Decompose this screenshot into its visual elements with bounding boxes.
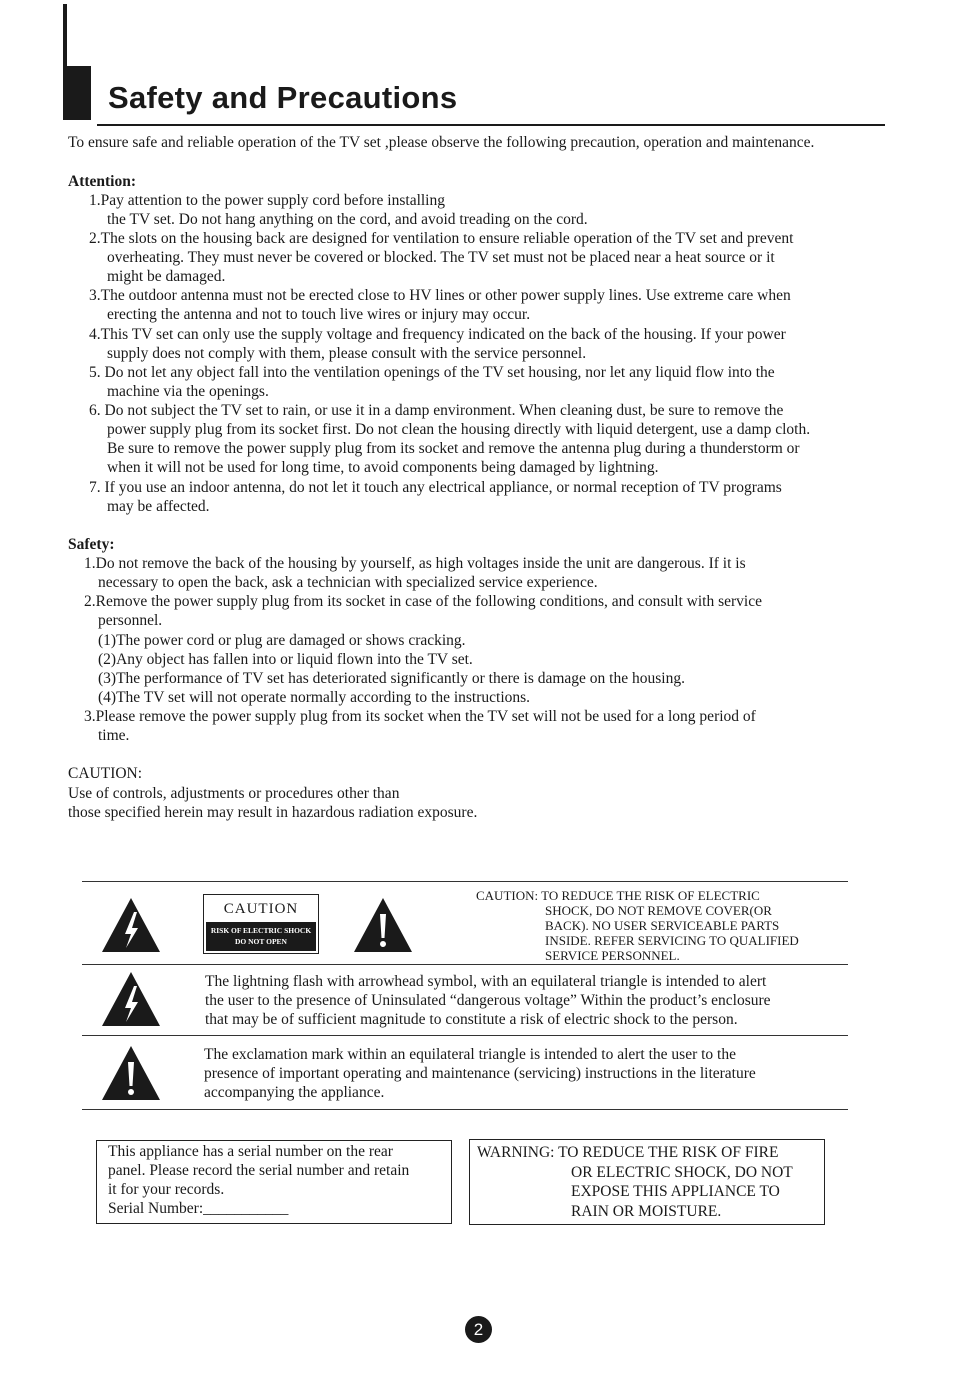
caution-label-word: CAUTION	[223, 901, 299, 917]
caution-label-strip	[206, 922, 316, 951]
attention-line: 1.Pay attention to the power supply cord before installing	[89, 192, 445, 209]
title-underline	[97, 124, 885, 126]
attention-line: erecting the antenna and not to touch live wires or injury may occur.	[107, 306, 531, 323]
attention-line: overheating. They must never be covered or blocked. The TV set must not be placed near a heat source or it	[107, 249, 775, 266]
attention-line: machine via the openings.	[107, 383, 269, 400]
symbol-caution-line: SERVICE PERSONNEL.	[545, 948, 680, 963]
attention-line: supply does not comply with them, please consult with the service personnel.	[107, 345, 587, 362]
attention-line: 3.The outdoor antenna must not be erected close to HV lines or other power supply lines. Use extreme care when	[89, 287, 791, 304]
safety-line: (1)The power cord or plug are damaged or shows cracking.	[98, 632, 466, 649]
caution-heading: CAUTION:	[68, 765, 143, 782]
attention-line: power supply plug from its socket first. Do not clean the housing directly with liquid detergent, use a damp cloth.	[107, 421, 811, 438]
warning-line: RAIN OR MOISTURE.	[571, 1203, 722, 1220]
caution-label-strip-line: RISK OF ELECTRIC SHOCK	[210, 926, 312, 935]
symbols-row-rule	[82, 964, 848, 965]
attention-heading: Attention:	[68, 173, 137, 190]
exclamation-warning-icon	[352, 896, 414, 959]
serial-box-line: This appliance has a serial number on the rear	[108, 1143, 393, 1160]
symbol-caution-line: BACK). NO USER SERVICEABLE PARTS	[545, 918, 780, 933]
safety-line: (3)The performance of TV set has deteriorated significantly or there is damage on the housing.	[98, 670, 685, 687]
caution-line: those specified herein may result in hazardous radiation exposure.	[68, 804, 478, 821]
safety-line: 3.Please remove the power supply plug from its socket when the TV set will not be used for a long period of	[84, 708, 756, 725]
caution-label	[203, 894, 319, 954]
page-title: Safety and Precautions	[108, 80, 458, 115]
header-bar-block	[63, 66, 91, 120]
safety-line: time.	[98, 727, 130, 744]
symbol-caution-line: INSIDE. REFER SERVICING TO QUALIFIED	[545, 933, 799, 948]
caution-line: Use of controls, adjustments or procedures other than	[68, 785, 400, 802]
header-bar-thin	[63, 4, 67, 70]
safety-line: 2.Remove the power supply plug from its socket in case of the following conditions, and consult with service	[84, 593, 762, 610]
attention-line: Be sure to remove the power supply plug from its socket and remove the antenna plug during a thunderstorm or	[107, 440, 800, 457]
safety-line: personnel.	[98, 612, 163, 629]
attention-line: might be damaged.	[107, 268, 226, 285]
exclamation-description-line: accompanying the appliance.	[204, 1084, 385, 1101]
symbol-caution-line: CAUTION: TO REDUCE THE RISK OF ELECTRIC	[476, 888, 760, 903]
attention-line: 5. Do not let any object fall into the ventilation openings of the TV set housing, nor let any liquid flow into the	[89, 364, 775, 381]
attention-line: 2.The slots on the housing back are designed for ventilation to ensure reliable operation of the TV set and prevent	[89, 230, 794, 247]
lightning-warning-icon	[100, 970, 162, 1033]
exclamation-description-line: presence of important operating and maintenance (servicing) instructions in the literature	[204, 1065, 756, 1082]
attention-line: 4.This TV set can only use the supply voltage and frequency indicated on the back of the housing. If your power	[89, 326, 786, 343]
serial-box-line: panel. Please record the serial number and retain	[108, 1162, 410, 1179]
symbols-bottom-rule	[82, 1109, 848, 1110]
warning-line: WARNING: TO REDUCE THE RISK OF FIRE	[477, 1144, 779, 1161]
symbol-caution-line: SHOCK, DO NOT REMOVE COVER(OR	[545, 903, 772, 918]
attention-line: 7. If you use an indoor antenna, do not let it touch any electrical appliance, or normal reception of TV programs	[89, 479, 782, 496]
exclamation-description-line: The exclamation mark within an equilateral triangle is intended to alert the user to the	[204, 1046, 736, 1063]
intro-text: To ensure safe and reliable operation of the TV set ,please observe the following precaution, operation and maintenance.	[68, 134, 815, 151]
safety-heading: Safety:	[68, 536, 115, 553]
caution-label-strip-line: DO NOT OPEN	[235, 937, 287, 946]
warning-line: EXPOSE THIS APPLIANCE TO	[571, 1183, 780, 1200]
safety-line: (2)Any object has fallen into or liquid flown into the TV set.	[98, 651, 473, 668]
lightning-description-line: The lightning flash with arrowhead symbol, with an equilateral triangle is intended to alert	[205, 973, 767, 990]
attention-line: when it will not be used for long time, to avoid components being damaged by lightning.	[107, 459, 659, 476]
lightning-warning-icon	[100, 896, 162, 959]
symbols-top-rule	[82, 881, 848, 882]
attention-line: 6. Do not subject the TV set to rain, or use it in a damp environment. When cleaning dust, be sure to remove the	[89, 402, 784, 419]
safety-line: 1.Do not remove the back of the housing by yourself, as high voltages inside the unit are dangerous. If it is	[84, 555, 746, 572]
lightning-description-line: the user to the presence of Uninsulated “dangerous voltage” Within the product’s enclosure	[205, 992, 771, 1009]
safety-line: necessary to open the back, ask a technician with specialized service experience.	[98, 574, 598, 591]
attention-line: may be affected.	[107, 498, 210, 515]
page-number-badge: 2	[465, 1316, 492, 1343]
safety-line: (4)The TV set will not operate normally according to the instructions.	[98, 689, 531, 706]
warning-line: OR ELECTRIC SHOCK, DO NOT	[571, 1164, 793, 1181]
serial-box-line: it for your records.	[108, 1181, 225, 1198]
lightning-description-line: that may be of sufficient magnitude to constitute a risk of electric shock to the person.	[205, 1011, 738, 1028]
symbols-row-rule	[82, 1035, 848, 1036]
attention-line: the TV set. Do not hang anything on the cord, and avoid treading on the cord.	[107, 211, 588, 228]
serial-number-field: Serial Number:___________	[108, 1200, 289, 1217]
exclamation-warning-icon	[100, 1044, 162, 1107]
